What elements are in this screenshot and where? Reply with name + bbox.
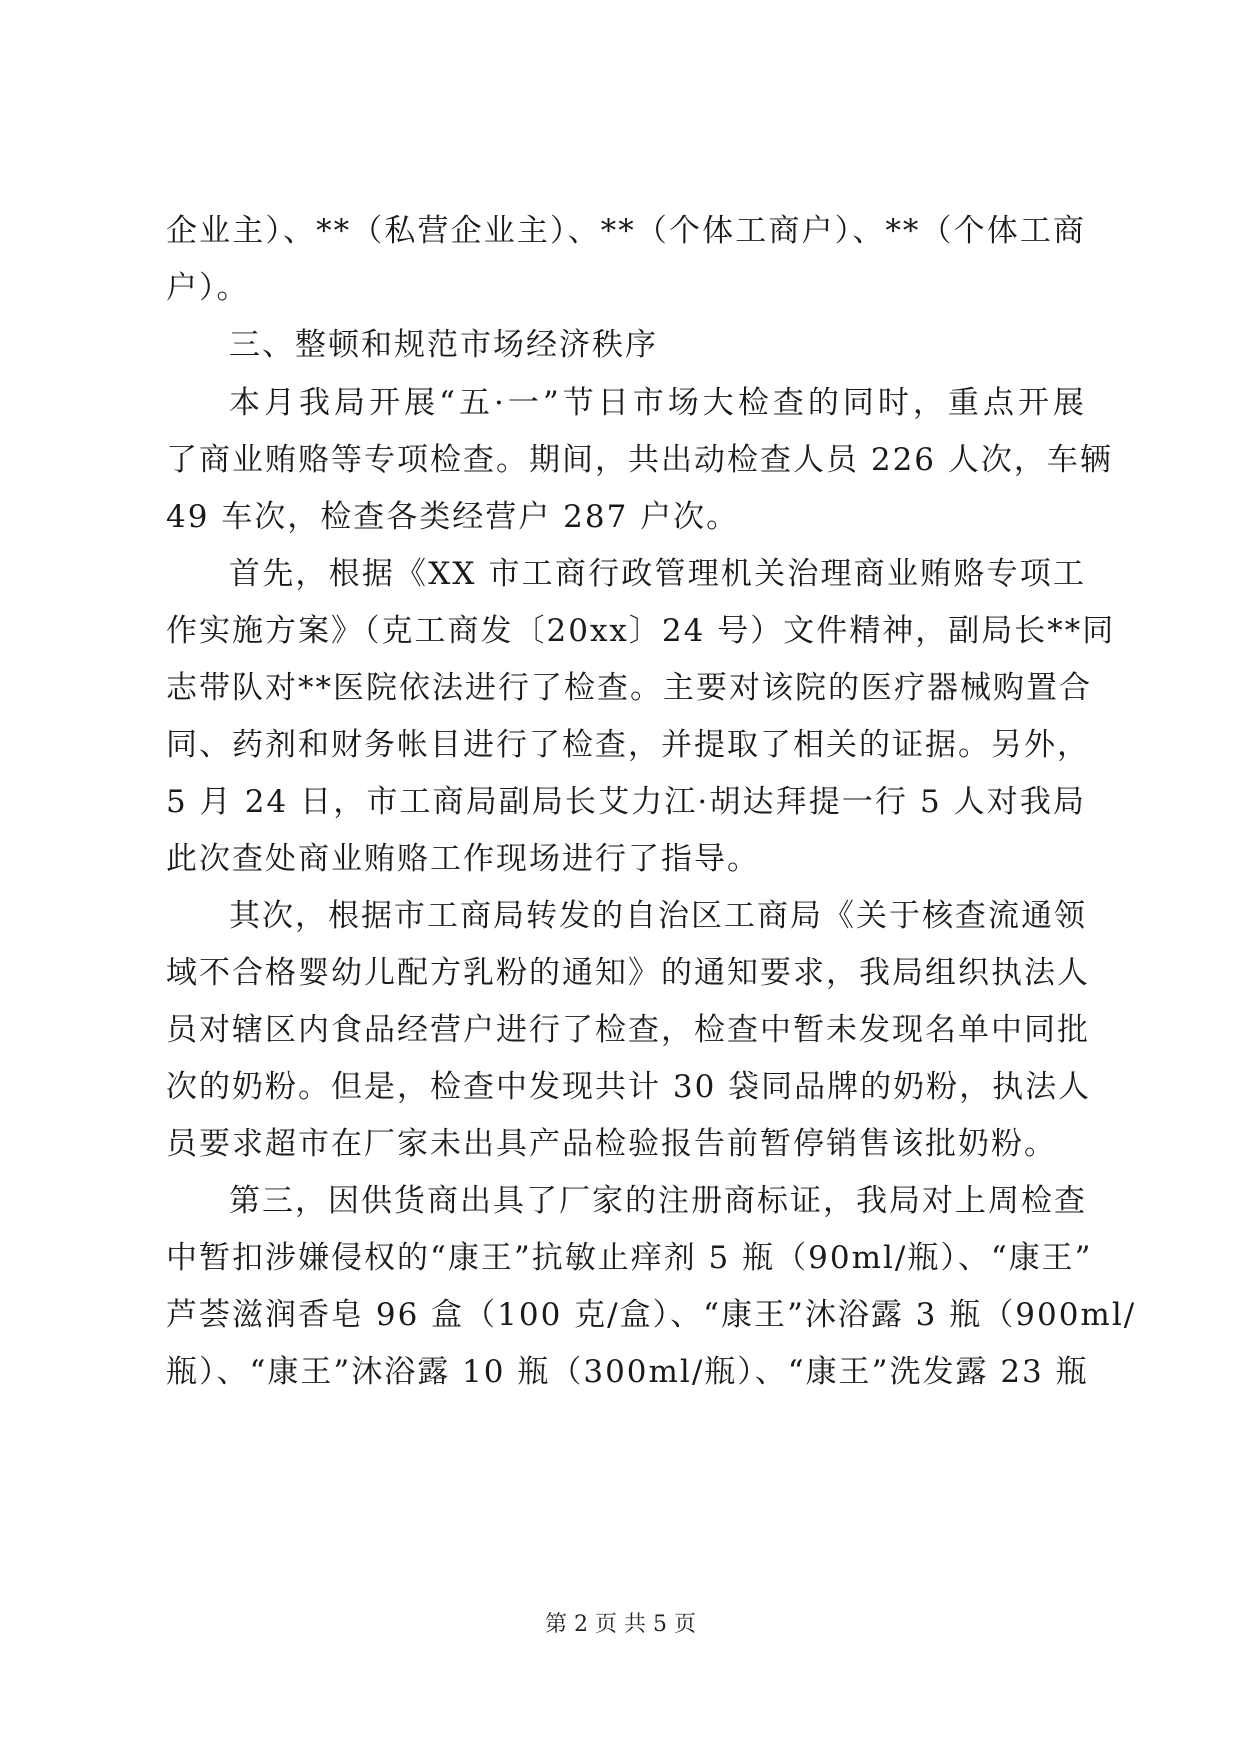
text-line: 次的奶粉。但是，检查中发现共计 30 袋同品牌的奶粉，执法人	[166, 1069, 1092, 1105]
text-line: 同、药剂和财务帐目进行了检查，并提取了相关的证据。另外，	[166, 727, 1090, 763]
text-line: 员要求超市在厂家未出具产品检验报告前暂停销售该批奶粉。	[166, 1126, 1057, 1162]
text-line: 芦荟滋润香皂 96 盒（100 克/盒）、“康王”沐浴露 3 瓶（900ml/	[166, 1297, 1137, 1333]
text-line: 第三，因供货商出具了厂家的注册商标证，我局对上周检查	[229, 1183, 1087, 1219]
text-line: 作实施方案》（克工商发〔20xx〕24 号）文件精神，副局长**同	[166, 613, 1116, 649]
text-line: 本月我局开展“五·一”节日市场大检查的同时，重点开展	[229, 385, 1086, 421]
text-line: 员对辖区内食品经营户进行了检查，检查中暂未发现名单中同批	[166, 1012, 1090, 1048]
section-heading: 三、整顿和规范市场经济秩序	[229, 327, 658, 363]
text-line: 5 月 24 日，市工商局副局长艾力江·胡达拜提一行 5 人对我局	[166, 784, 1086, 820]
text-line: 其次，根据市工商局转发的自治区工商局《关于核查流通领	[229, 898, 1087, 934]
text-line: 中暂扣涉嫌侵权的“康王”抗敏止痒剂 5 瓶（90ml/瓶）、“康王”	[166, 1240, 1093, 1276]
text-line: 志带队对**医院依法进行了检查。主要对该院的医疗器械购置合	[166, 670, 1092, 706]
text-line: 瓶）、“康王”沐浴露 10 瓶（300ml/瓶）、“康王”洗发露 23 瓶	[166, 1354, 1089, 1390]
text-line: 了商业贿赂等专项检查。期间，共出动检查人员 226 人次，车辆	[166, 442, 1113, 478]
text-line: 此次查处商业贿赂工作现场进行了指导。	[166, 841, 760, 877]
text-line: 首先，根据《XX 市工商行政管理机关治理商业贿赂专项工	[229, 556, 1086, 592]
text-line: 户）。	[166, 270, 250, 306]
text-line: 企业主）、**（私营企业主）、**（个体工商户）、**（个体工商	[166, 213, 1086, 249]
text-line: 域不合格婴幼儿配方乳粉的通知》的通知要求，我局组织执法人	[166, 955, 1090, 991]
text-line: 49 车次，检查各类经营户 287 户次。	[166, 499, 740, 535]
page-number-footer: 第 2 页 共 5 页	[545, 1612, 696, 1637]
